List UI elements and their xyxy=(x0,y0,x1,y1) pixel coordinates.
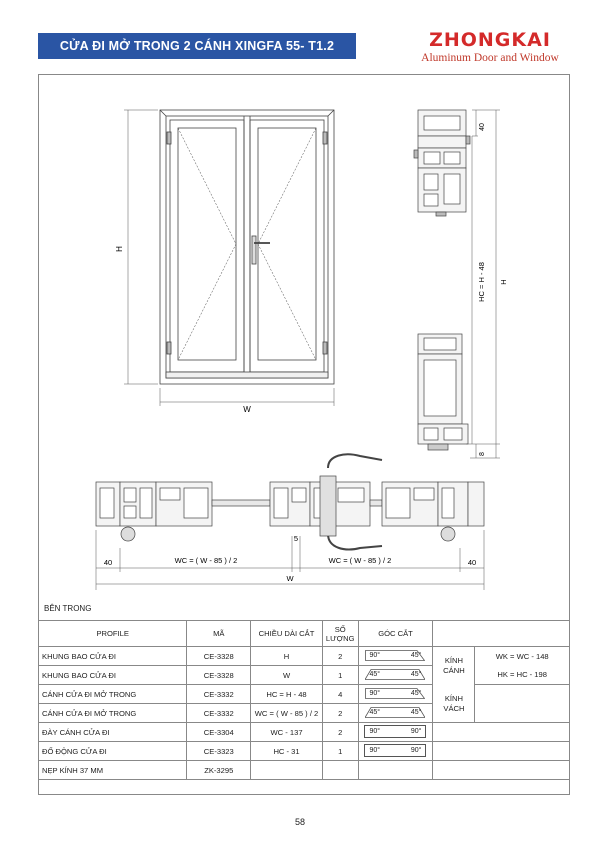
plan-total: W xyxy=(286,574,294,583)
profile-hc-label: HC = H - 48 xyxy=(477,262,486,302)
door-height-label: H xyxy=(115,246,124,252)
cut-angle-right: 45° xyxy=(410,670,422,678)
cell-angle xyxy=(358,685,433,704)
header-length: CHIỀU DÀI CẮT xyxy=(251,621,323,647)
empty-cell xyxy=(433,742,570,761)
table-row xyxy=(39,723,570,742)
cut-angle-shape xyxy=(365,650,425,661)
table-row xyxy=(39,761,570,780)
glass-formulas xyxy=(475,647,570,685)
cell-length: W xyxy=(251,666,323,685)
header-empty xyxy=(433,621,570,647)
empty-cell xyxy=(433,761,570,780)
cell-profile-name: KHUNG BAO CỬA ĐI xyxy=(39,647,187,666)
cell-length: HC - 31 xyxy=(251,742,323,761)
cell-profile-name: ĐÀY CÁNH CỬA ĐI xyxy=(39,723,187,742)
cut-angle-left: 90° xyxy=(369,727,381,735)
cut-angle-left: 90° xyxy=(369,746,381,754)
page-number: 58 xyxy=(294,817,305,827)
cut-angle-shape xyxy=(365,669,425,680)
cell-length: H xyxy=(251,647,323,666)
table-row xyxy=(39,647,570,666)
cell-code: CE-3332 xyxy=(187,704,251,723)
plan-gap: 5 xyxy=(293,534,299,543)
cut-angle-left: 90° xyxy=(369,651,381,659)
cut-angle-shape xyxy=(365,707,425,718)
cut-angle-shape xyxy=(365,688,425,699)
cell-profile-name: NẸP KÍNH 37 MM xyxy=(39,761,187,780)
header-angle: GÓC CẮT xyxy=(358,621,433,647)
header-code: MÃ xyxy=(187,621,251,647)
cell-code: CE-3304 xyxy=(187,723,251,742)
profile-bottom-dim: 8 xyxy=(479,452,486,456)
glass-wing-label: KÍNH CÁNH xyxy=(443,655,465,675)
cut-angle-left: 90° xyxy=(369,689,381,697)
cut-angle-right: 45° xyxy=(410,651,422,659)
cell-profile-name: KHUNG BAO CỬA ĐI xyxy=(39,666,187,685)
cell-code: CE-3332 xyxy=(187,685,251,704)
logo-brand-text: ZHONGKAI xyxy=(429,29,551,51)
cell-length xyxy=(251,761,323,780)
empty-cell xyxy=(475,685,570,723)
cut-angle-left: 45° xyxy=(369,670,381,678)
cell-angle xyxy=(358,742,433,761)
cell-length: WC - 137 xyxy=(251,723,323,742)
cell-code: CE-3328 xyxy=(187,647,251,666)
cut-angle-right: 90° xyxy=(410,727,422,735)
cell-qty: 4 xyxy=(322,685,358,704)
cut-angle-left: 45° xyxy=(369,708,381,716)
vertical-section-top xyxy=(414,110,470,216)
wk-formula: WK = WC - 148 xyxy=(495,651,549,661)
cutting-table xyxy=(38,620,570,780)
plan-section xyxy=(96,454,484,549)
cut-angle-shape xyxy=(364,744,426,757)
cell-code: ZK-3295 xyxy=(187,761,251,780)
table-header-row xyxy=(39,621,570,647)
glass-labels xyxy=(433,647,475,723)
cell-angle xyxy=(358,723,433,742)
header-qty: SỐ LƯỢNG xyxy=(322,621,358,647)
cut-angle-right: 90° xyxy=(410,746,422,754)
vertical-section-bottom xyxy=(418,334,468,450)
plan-wc-right: WC = ( W - 85 ) / 2 xyxy=(328,556,392,565)
cell-profile-name: CÁNH CỬA ĐI MỞ TRONG xyxy=(39,685,187,704)
empty-cell xyxy=(433,723,570,742)
glass-fixed-label: KÍNH VÁCH xyxy=(443,693,465,713)
plan-dim-right: 40 xyxy=(467,558,477,567)
cell-angle xyxy=(358,666,433,685)
cell-angle xyxy=(358,647,433,666)
cut-angle-right: 45° xyxy=(410,689,422,697)
cell-angle xyxy=(358,761,433,780)
cell-code: CE-3328 xyxy=(187,666,251,685)
logo-subtitle: Aluminum Door and Window xyxy=(421,52,559,64)
cell-qty: 1 xyxy=(322,742,358,761)
cell-profile-name: ĐỐ ĐỘNG CỬA ĐI xyxy=(39,742,187,761)
table-row xyxy=(39,742,570,761)
plan-dim-left: 40 xyxy=(103,558,113,567)
cell-qty: 1 xyxy=(322,666,358,685)
cell-length: HC = H - 48 xyxy=(251,685,323,704)
plan-wc-left: WC = ( W - 85 ) / 2 xyxy=(174,556,238,565)
table-row xyxy=(39,685,570,704)
cell-angle xyxy=(358,704,433,723)
cell-profile-name: CÁNH CỬA ĐI MỞ TRONG xyxy=(39,704,187,723)
cell-qty: 2 xyxy=(322,647,358,666)
header-profile: PROFILE xyxy=(39,621,187,647)
page-title: CỬA ĐI MỞ TRONG 2 CÁNH XINGFA 55- T1.2 xyxy=(59,39,335,53)
cell-qty: 2 xyxy=(322,704,358,723)
side-label: BÊN TRONG xyxy=(44,604,92,613)
door-width-label: W xyxy=(243,405,251,414)
hk-formula: HK = HC - 198 xyxy=(497,669,547,679)
cut-angle-shape xyxy=(364,725,426,738)
cell-length: WC = ( W - 85 ) / 2 xyxy=(251,704,323,723)
cell-code: CE-3323 xyxy=(187,742,251,761)
cell-qty xyxy=(322,761,358,780)
profile-h-label: H xyxy=(499,279,508,285)
profile-top-dim: 40 xyxy=(479,123,486,131)
cell-qty: 2 xyxy=(322,723,358,742)
cut-angle-right: 45° xyxy=(410,708,422,716)
door-elevation xyxy=(160,110,334,384)
